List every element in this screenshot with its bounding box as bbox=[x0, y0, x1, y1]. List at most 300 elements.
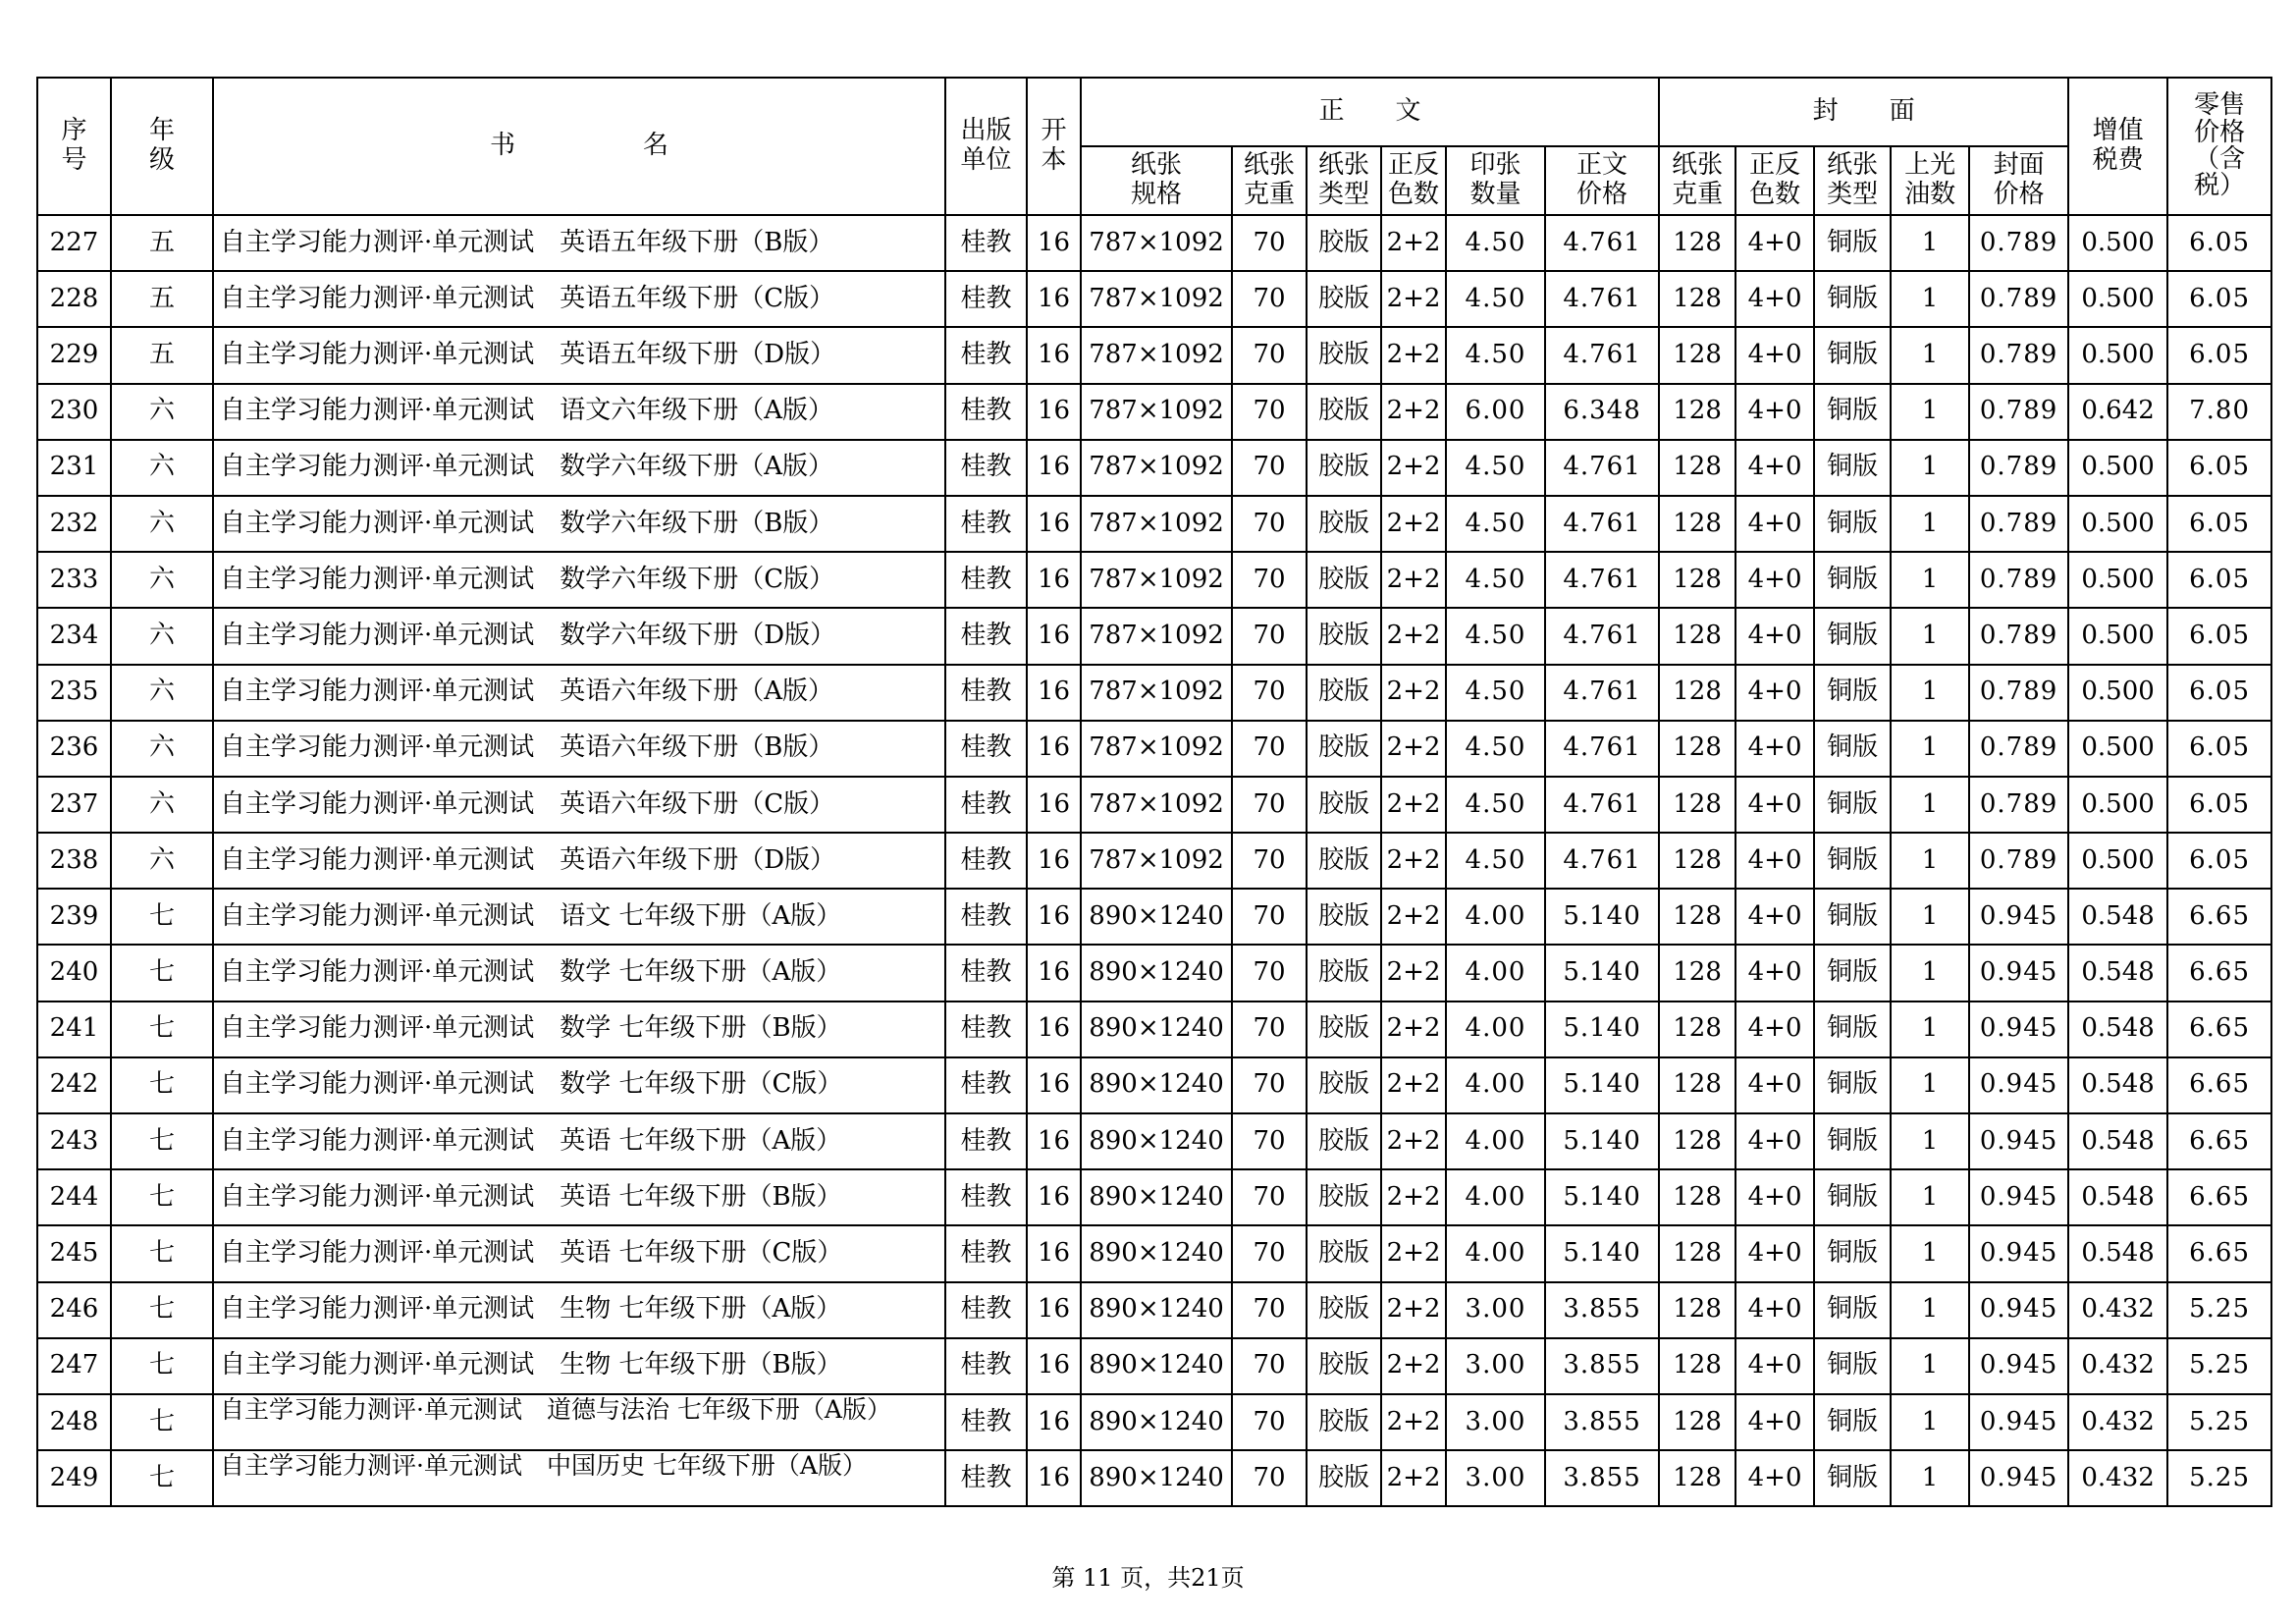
row-retail-price: 6.05 bbox=[2167, 215, 2271, 271]
row-paper-spec: 787×1092 bbox=[1081, 552, 1232, 608]
row-body-price: 3.855 bbox=[1545, 1394, 1659, 1450]
table-row bbox=[37, 496, 2271, 552]
row-grade: 七 bbox=[111, 1001, 213, 1057]
row-grade: 五 bbox=[111, 215, 213, 271]
row-body-price: 4.761 bbox=[1545, 440, 1659, 496]
row-sheets: 4.00 bbox=[1446, 1169, 1545, 1225]
row-colors: 2+2 bbox=[1381, 833, 1446, 889]
row-title: 自主学习能力测评·单元测试 生物 七年级下册（B版） bbox=[213, 1338, 945, 1394]
header-title: 书 名 bbox=[213, 78, 945, 215]
row-sheets: 4.50 bbox=[1446, 833, 1545, 889]
row-retail-price: 6.05 bbox=[2167, 721, 2271, 777]
row-body-price: 4.761 bbox=[1545, 608, 1659, 664]
row-vat: 0.500 bbox=[2068, 496, 2167, 552]
row-retail-price: 6.05 bbox=[2167, 271, 2271, 327]
row-cover-varnish: 1 bbox=[1891, 1282, 1969, 1338]
row-title: 自主学习能力测评·单元测试 英语六年级下册（D版） bbox=[213, 833, 945, 889]
table-row bbox=[37, 1225, 2271, 1281]
row-cover-varnish: 1 bbox=[1891, 608, 1969, 664]
table-row bbox=[37, 271, 2271, 327]
row-seq: 247 bbox=[37, 1338, 111, 1394]
row-seq: 234 bbox=[37, 608, 111, 664]
row-sheets: 4.50 bbox=[1446, 271, 1545, 327]
row-paper-type: 胶版 bbox=[1307, 1450, 1381, 1506]
row-cover-type: 铜版 bbox=[1814, 215, 1891, 271]
row-vat: 0.500 bbox=[2068, 440, 2167, 496]
row-sheets: 4.50 bbox=[1446, 665, 1545, 721]
row-cover-weight: 128 bbox=[1659, 552, 1735, 608]
row-title: 自主学习能力测评·单元测试 语文六年级下册（A版） bbox=[213, 384, 945, 440]
row-title: 自主学习能力测评·单元测试 英语 七年级下册（C版） bbox=[213, 1225, 945, 1281]
header-seq: 序 号 bbox=[37, 78, 111, 215]
row-cover-weight: 128 bbox=[1659, 1169, 1735, 1225]
row-paper-spec: 890×1240 bbox=[1081, 1113, 1232, 1169]
row-cover-varnish: 1 bbox=[1891, 327, 1969, 383]
row-cover-price: 0.945 bbox=[1969, 1450, 2068, 1506]
row-colors: 2+2 bbox=[1381, 1394, 1446, 1450]
row-cover-type: 铜版 bbox=[1814, 889, 1891, 945]
row-cover-colors: 4+0 bbox=[1735, 384, 1814, 440]
row-cover-varnish: 1 bbox=[1891, 1057, 1969, 1113]
row-publisher: 桂教 bbox=[945, 889, 1027, 945]
row-cover-colors: 4+0 bbox=[1735, 833, 1814, 889]
row-cover-varnish: 1 bbox=[1891, 271, 1969, 327]
table-row bbox=[37, 1450, 2271, 1506]
row-format: 16 bbox=[1027, 496, 1081, 552]
row-retail-price: 6.05 bbox=[2167, 665, 2271, 721]
row-cover-weight: 128 bbox=[1659, 945, 1735, 1001]
row-seq: 227 bbox=[37, 215, 111, 271]
row-cover-colors: 4+0 bbox=[1735, 1225, 1814, 1281]
row-paper-spec: 787×1092 bbox=[1081, 327, 1232, 383]
row-seq: 246 bbox=[37, 1282, 111, 1338]
row-cover-colors: 4+0 bbox=[1735, 271, 1814, 327]
row-format: 16 bbox=[1027, 1113, 1081, 1169]
row-grade: 七 bbox=[111, 1113, 213, 1169]
row-paper-spec: 787×1092 bbox=[1081, 384, 1232, 440]
row-cover-type: 铜版 bbox=[1814, 1394, 1891, 1450]
row-grade: 七 bbox=[111, 1057, 213, 1113]
row-paper-type: 胶版 bbox=[1307, 496, 1381, 552]
row-title: 自主学习能力测评·单元测试 英语 七年级下册（B版） bbox=[213, 1169, 945, 1225]
row-paper-type: 胶版 bbox=[1307, 608, 1381, 664]
row-colors: 2+2 bbox=[1381, 327, 1446, 383]
row-seq: 248 bbox=[37, 1394, 111, 1450]
row-grade: 七 bbox=[111, 1338, 213, 1394]
row-paper-weight: 70 bbox=[1232, 440, 1307, 496]
row-paper-type: 胶版 bbox=[1307, 1169, 1381, 1225]
row-paper-type: 胶版 bbox=[1307, 665, 1381, 721]
row-cover-type: 铜版 bbox=[1814, 1169, 1891, 1225]
row-body-price: 5.140 bbox=[1545, 1001, 1659, 1057]
row-grade: 六 bbox=[111, 665, 213, 721]
row-sheets: 4.00 bbox=[1446, 889, 1545, 945]
row-cover-weight: 128 bbox=[1659, 608, 1735, 664]
header-cover-price: 封面 价格 bbox=[1969, 146, 2068, 215]
row-body-price: 5.140 bbox=[1545, 1225, 1659, 1281]
row-cover-varnish: 1 bbox=[1891, 1113, 1969, 1169]
row-seq: 245 bbox=[37, 1225, 111, 1281]
row-vat: 0.500 bbox=[2068, 552, 2167, 608]
row-vat: 0.500 bbox=[2068, 327, 2167, 383]
row-sheets: 4.50 bbox=[1446, 440, 1545, 496]
row-seq: 231 bbox=[37, 440, 111, 496]
row-cover-varnish: 1 bbox=[1891, 1001, 1969, 1057]
table-row bbox=[37, 1282, 2271, 1338]
row-seq: 233 bbox=[37, 552, 111, 608]
row-grade: 七 bbox=[111, 1282, 213, 1338]
row-sheets: 4.00 bbox=[1446, 1001, 1545, 1057]
row-cover-type: 铜版 bbox=[1814, 777, 1891, 833]
row-sheets: 4.00 bbox=[1446, 1057, 1545, 1113]
row-cover-varnish: 1 bbox=[1891, 833, 1969, 889]
row-cover-price: 0.789 bbox=[1969, 552, 2068, 608]
row-paper-type: 胶版 bbox=[1307, 777, 1381, 833]
row-seq: 238 bbox=[37, 833, 111, 889]
row-seq: 230 bbox=[37, 384, 111, 440]
row-cover-colors: 4+0 bbox=[1735, 496, 1814, 552]
row-retail-price: 6.65 bbox=[2167, 1169, 2271, 1225]
row-paper-weight: 70 bbox=[1232, 1225, 1307, 1281]
row-cover-price: 0.945 bbox=[1969, 1113, 2068, 1169]
header-body-colors: 正反 色数 bbox=[1381, 146, 1446, 215]
row-colors: 2+2 bbox=[1381, 440, 1446, 496]
row-paper-spec: 890×1240 bbox=[1081, 1001, 1232, 1057]
row-cover-colors: 4+0 bbox=[1735, 665, 1814, 721]
row-body-price: 3.855 bbox=[1545, 1282, 1659, 1338]
row-publisher: 桂教 bbox=[945, 1169, 1027, 1225]
row-cover-price: 0.945 bbox=[1969, 1225, 2068, 1281]
row-cover-price: 0.789 bbox=[1969, 608, 2068, 664]
row-grade: 六 bbox=[111, 496, 213, 552]
row-colors: 2+2 bbox=[1381, 1113, 1446, 1169]
row-retail-price: 5.25 bbox=[2167, 1282, 2271, 1338]
row-cover-weight: 128 bbox=[1659, 1113, 1735, 1169]
table-row bbox=[37, 1113, 2271, 1169]
row-sheets: 4.00 bbox=[1446, 1113, 1545, 1169]
row-grade: 五 bbox=[111, 327, 213, 383]
row-cover-colors: 4+0 bbox=[1735, 440, 1814, 496]
price-table bbox=[36, 77, 2272, 1507]
row-cover-price: 0.789 bbox=[1969, 777, 2068, 833]
row-cover-varnish: 1 bbox=[1891, 1394, 1969, 1450]
row-cover-colors: 4+0 bbox=[1735, 721, 1814, 777]
row-colors: 2+2 bbox=[1381, 1001, 1446, 1057]
page-footer: 第 11 页，共21页 bbox=[1051, 1564, 1245, 1592]
header-cover-paper-weight: 纸张 克重 bbox=[1659, 146, 1735, 215]
row-seq: 237 bbox=[37, 777, 111, 833]
row-grade: 六 bbox=[111, 721, 213, 777]
row-paper-weight: 70 bbox=[1232, 608, 1307, 664]
row-cover-price: 0.789 bbox=[1969, 327, 2068, 383]
row-cover-weight: 128 bbox=[1659, 384, 1735, 440]
row-cover-colors: 4+0 bbox=[1735, 1057, 1814, 1113]
row-paper-spec: 890×1240 bbox=[1081, 1282, 1232, 1338]
row-retail-price: 6.05 bbox=[2167, 777, 2271, 833]
table-row bbox=[37, 1001, 2271, 1057]
row-paper-type: 胶版 bbox=[1307, 215, 1381, 271]
row-body-price: 4.761 bbox=[1545, 327, 1659, 383]
row-paper-spec: 787×1092 bbox=[1081, 777, 1232, 833]
row-paper-weight: 70 bbox=[1232, 552, 1307, 608]
row-sheets: 4.50 bbox=[1446, 496, 1545, 552]
row-paper-type: 胶版 bbox=[1307, 1001, 1381, 1057]
row-title: 自主学习能力测评·单元测试 数学六年级下册（D版） bbox=[213, 608, 945, 664]
row-vat: 0.548 bbox=[2068, 1113, 2167, 1169]
row-cover-colors: 4+0 bbox=[1735, 777, 1814, 833]
row-colors: 2+2 bbox=[1381, 1169, 1446, 1225]
row-retail-price: 6.05 bbox=[2167, 327, 2271, 383]
row-body-price: 5.140 bbox=[1545, 1113, 1659, 1169]
table-row bbox=[37, 945, 2271, 1001]
row-grade: 六 bbox=[111, 552, 213, 608]
row-retail-price: 6.65 bbox=[2167, 1113, 2271, 1169]
row-colors: 2+2 bbox=[1381, 945, 1446, 1001]
row-publisher: 桂教 bbox=[945, 384, 1027, 440]
row-retail-price: 6.65 bbox=[2167, 1225, 2271, 1281]
row-publisher: 桂教 bbox=[945, 1394, 1027, 1450]
row-cover-price: 0.945 bbox=[1969, 1001, 2068, 1057]
row-cover-weight: 128 bbox=[1659, 215, 1735, 271]
row-paper-weight: 70 bbox=[1232, 1001, 1307, 1057]
row-vat: 0.500 bbox=[2068, 665, 2167, 721]
row-publisher: 桂教 bbox=[945, 945, 1027, 1001]
row-cover-type: 铜版 bbox=[1814, 440, 1891, 496]
row-paper-type: 胶版 bbox=[1307, 271, 1381, 327]
row-sheets: 3.00 bbox=[1446, 1450, 1545, 1506]
row-paper-weight: 70 bbox=[1232, 1338, 1307, 1394]
row-retail-price: 6.05 bbox=[2167, 440, 2271, 496]
table-row bbox=[37, 1169, 2271, 1225]
row-cover-weight: 128 bbox=[1659, 440, 1735, 496]
row-title: 自主学习能力测评·单元测试 英语六年级下册（A版） bbox=[213, 665, 945, 721]
header-cover-paper-type: 纸张 类型 bbox=[1814, 146, 1891, 215]
row-title: 自主学习能力测评·单元测试 英语 七年级下册（A版） bbox=[213, 1113, 945, 1169]
row-body-price: 4.761 bbox=[1545, 271, 1659, 327]
row-paper-weight: 70 bbox=[1232, 665, 1307, 721]
row-publisher: 桂教 bbox=[945, 721, 1027, 777]
row-cover-weight: 128 bbox=[1659, 1338, 1735, 1394]
row-retail-price: 6.65 bbox=[2167, 1057, 2271, 1113]
row-paper-weight: 70 bbox=[1232, 1282, 1307, 1338]
row-title: 自主学习能力测评·单元测试 数学六年级下册（B版） bbox=[213, 496, 945, 552]
row-title: 自主学习能力测评·单元测试 生物 七年级下册（A版） bbox=[213, 1282, 945, 1338]
row-vat: 0.432 bbox=[2068, 1394, 2167, 1450]
row-seq: 239 bbox=[37, 889, 111, 945]
row-colors: 2+2 bbox=[1381, 889, 1446, 945]
row-format: 16 bbox=[1027, 1394, 1081, 1450]
header-format: 开 本 bbox=[1027, 78, 1081, 215]
row-publisher: 桂教 bbox=[945, 440, 1027, 496]
row-grade: 七 bbox=[111, 1450, 213, 1506]
header-body-price: 正文 价格 bbox=[1545, 146, 1659, 215]
row-body-price: 4.761 bbox=[1545, 721, 1659, 777]
row-cover-price: 0.945 bbox=[1969, 1338, 2068, 1394]
row-colors: 2+2 bbox=[1381, 384, 1446, 440]
table-row bbox=[37, 608, 2271, 664]
row-vat: 0.432 bbox=[2068, 1450, 2167, 1506]
row-body-price: 4.761 bbox=[1545, 665, 1659, 721]
row-cover-varnish: 1 bbox=[1891, 440, 1969, 496]
row-seq: 235 bbox=[37, 665, 111, 721]
header-vat: 增值 税费 bbox=[2068, 78, 2167, 215]
row-grade: 六 bbox=[111, 608, 213, 664]
table-row bbox=[37, 777, 2271, 833]
row-format: 16 bbox=[1027, 665, 1081, 721]
row-cover-type: 铜版 bbox=[1814, 327, 1891, 383]
row-format: 16 bbox=[1027, 945, 1081, 1001]
row-body-price: 5.140 bbox=[1545, 889, 1659, 945]
row-cover-type: 铜版 bbox=[1814, 1057, 1891, 1113]
row-vat: 0.642 bbox=[2068, 384, 2167, 440]
row-format: 16 bbox=[1027, 384, 1081, 440]
row-sheets: 3.00 bbox=[1446, 1394, 1545, 1450]
row-paper-spec: 890×1240 bbox=[1081, 1057, 1232, 1113]
row-publisher: 桂教 bbox=[945, 496, 1027, 552]
row-format: 16 bbox=[1027, 1282, 1081, 1338]
row-cover-type: 铜版 bbox=[1814, 552, 1891, 608]
row-paper-weight: 70 bbox=[1232, 721, 1307, 777]
row-format: 16 bbox=[1027, 1001, 1081, 1057]
row-cover-weight: 128 bbox=[1659, 496, 1735, 552]
row-format: 16 bbox=[1027, 271, 1081, 327]
row-grade: 七 bbox=[111, 889, 213, 945]
row-grade: 七 bbox=[111, 945, 213, 1001]
row-sheets: 4.50 bbox=[1446, 721, 1545, 777]
row-format: 16 bbox=[1027, 1450, 1081, 1506]
row-paper-spec: 787×1092 bbox=[1081, 271, 1232, 327]
row-publisher: 桂教 bbox=[945, 1057, 1027, 1113]
row-paper-spec: 890×1240 bbox=[1081, 1450, 1232, 1506]
row-paper-weight: 70 bbox=[1232, 1113, 1307, 1169]
row-cover-type: 铜版 bbox=[1814, 721, 1891, 777]
row-paper-spec: 890×1240 bbox=[1081, 1169, 1232, 1225]
row-cover-type: 铜版 bbox=[1814, 496, 1891, 552]
row-colors: 2+2 bbox=[1381, 271, 1446, 327]
row-title: 自主学习能力测评·单元测试 数学 七年级下册（C版） bbox=[213, 1057, 945, 1113]
row-seq: 229 bbox=[37, 327, 111, 383]
row-format: 16 bbox=[1027, 1057, 1081, 1113]
row-sheets: 4.50 bbox=[1446, 215, 1545, 271]
table-row bbox=[37, 215, 2271, 271]
header-body-paper-weight: 纸张 克重 bbox=[1232, 146, 1307, 215]
row-paper-type: 胶版 bbox=[1307, 1057, 1381, 1113]
row-cover-price: 0.945 bbox=[1969, 1394, 2068, 1450]
row-sheets: 4.50 bbox=[1446, 777, 1545, 833]
header-cover-group: 封 面 bbox=[1659, 78, 2068, 146]
row-publisher: 桂教 bbox=[945, 1338, 1027, 1394]
row-publisher: 桂教 bbox=[945, 777, 1027, 833]
row-paper-type: 胶版 bbox=[1307, 833, 1381, 889]
row-cover-price: 0.945 bbox=[1969, 945, 2068, 1001]
row-paper-weight: 70 bbox=[1232, 1057, 1307, 1113]
row-publisher: 桂教 bbox=[945, 665, 1027, 721]
row-publisher: 桂教 bbox=[945, 833, 1027, 889]
row-cover-price: 0.945 bbox=[1969, 889, 2068, 945]
row-publisher: 桂教 bbox=[945, 1001, 1027, 1057]
row-vat: 0.500 bbox=[2068, 608, 2167, 664]
row-grade: 六 bbox=[111, 833, 213, 889]
row-cover-type: 铜版 bbox=[1814, 665, 1891, 721]
row-cover-varnish: 1 bbox=[1891, 665, 1969, 721]
header-cover-varnish: 上光 油数 bbox=[1891, 146, 1969, 215]
header-body-sheets: 印张 数量 bbox=[1446, 146, 1545, 215]
row-sheets: 4.00 bbox=[1446, 945, 1545, 1001]
row-paper-spec: 787×1092 bbox=[1081, 721, 1232, 777]
row-cover-price: 0.945 bbox=[1969, 1169, 2068, 1225]
row-cover-price: 0.945 bbox=[1969, 1282, 2068, 1338]
row-paper-type: 胶版 bbox=[1307, 945, 1381, 1001]
row-vat: 0.548 bbox=[2068, 1057, 2167, 1113]
row-sheets: 4.50 bbox=[1446, 608, 1545, 664]
row-paper-weight: 70 bbox=[1232, 384, 1307, 440]
row-cover-type: 铜版 bbox=[1814, 1225, 1891, 1281]
row-retail-price: 5.25 bbox=[2167, 1338, 2271, 1394]
row-cover-type: 铜版 bbox=[1814, 271, 1891, 327]
row-paper-spec: 787×1092 bbox=[1081, 440, 1232, 496]
row-paper-weight: 70 bbox=[1232, 215, 1307, 271]
row-vat: 0.432 bbox=[2068, 1338, 2167, 1394]
row-cover-weight: 128 bbox=[1659, 1394, 1735, 1450]
row-colors: 2+2 bbox=[1381, 1338, 1446, 1394]
row-paper-weight: 70 bbox=[1232, 1169, 1307, 1225]
row-format: 16 bbox=[1027, 440, 1081, 496]
row-paper-spec: 787×1092 bbox=[1081, 608, 1232, 664]
row-sheets: 4.50 bbox=[1446, 327, 1545, 383]
row-cover-weight: 128 bbox=[1659, 777, 1735, 833]
row-cover-colors: 4+0 bbox=[1735, 1394, 1814, 1450]
row-cover-weight: 128 bbox=[1659, 1001, 1735, 1057]
table-row bbox=[37, 327, 2271, 383]
row-vat: 0.500 bbox=[2068, 721, 2167, 777]
row-format: 16 bbox=[1027, 889, 1081, 945]
row-grade: 六 bbox=[111, 384, 213, 440]
table-header bbox=[37, 78, 2271, 215]
row-cover-colors: 4+0 bbox=[1735, 552, 1814, 608]
row-paper-weight: 70 bbox=[1232, 496, 1307, 552]
row-title: 自主学习能力测评·单元测试 英语五年级下册（B版） bbox=[213, 215, 945, 271]
row-retail-price: 6.65 bbox=[2167, 889, 2271, 945]
row-paper-type: 胶版 bbox=[1307, 1394, 1381, 1450]
row-cover-type: 铜版 bbox=[1814, 833, 1891, 889]
row-colors: 2+2 bbox=[1381, 496, 1446, 552]
row-cover-colors: 4+0 bbox=[1735, 608, 1814, 664]
row-paper-spec: 787×1092 bbox=[1081, 665, 1232, 721]
row-cover-varnish: 1 bbox=[1891, 384, 1969, 440]
row-colors: 2+2 bbox=[1381, 777, 1446, 833]
row-paper-spec: 890×1240 bbox=[1081, 945, 1232, 1001]
row-publisher: 桂教 bbox=[945, 1113, 1027, 1169]
row-colors: 2+2 bbox=[1381, 608, 1446, 664]
row-vat: 0.548 bbox=[2068, 945, 2167, 1001]
price-table-sheet bbox=[36, 77, 2270, 1507]
row-format: 16 bbox=[1027, 721, 1081, 777]
row-colors: 2+2 bbox=[1381, 215, 1446, 271]
row-retail-price: 6.65 bbox=[2167, 1001, 2271, 1057]
row-retail-price: 5.25 bbox=[2167, 1450, 2271, 1506]
row-colors: 2+2 bbox=[1381, 665, 1446, 721]
row-paper-weight: 70 bbox=[1232, 1450, 1307, 1506]
row-cover-weight: 128 bbox=[1659, 721, 1735, 777]
row-publisher: 桂教 bbox=[945, 1225, 1027, 1281]
header-body-group: 正 文 bbox=[1081, 78, 1659, 146]
row-cover-type: 铜版 bbox=[1814, 608, 1891, 664]
row-paper-spec: 890×1240 bbox=[1081, 1225, 1232, 1281]
row-grade: 六 bbox=[111, 777, 213, 833]
row-cover-varnish: 1 bbox=[1891, 721, 1969, 777]
row-body-price: 4.761 bbox=[1545, 552, 1659, 608]
row-title: 自主学习能力测评·单元测试 中国历史 七年级下册（A版） bbox=[213, 1450, 945, 1506]
